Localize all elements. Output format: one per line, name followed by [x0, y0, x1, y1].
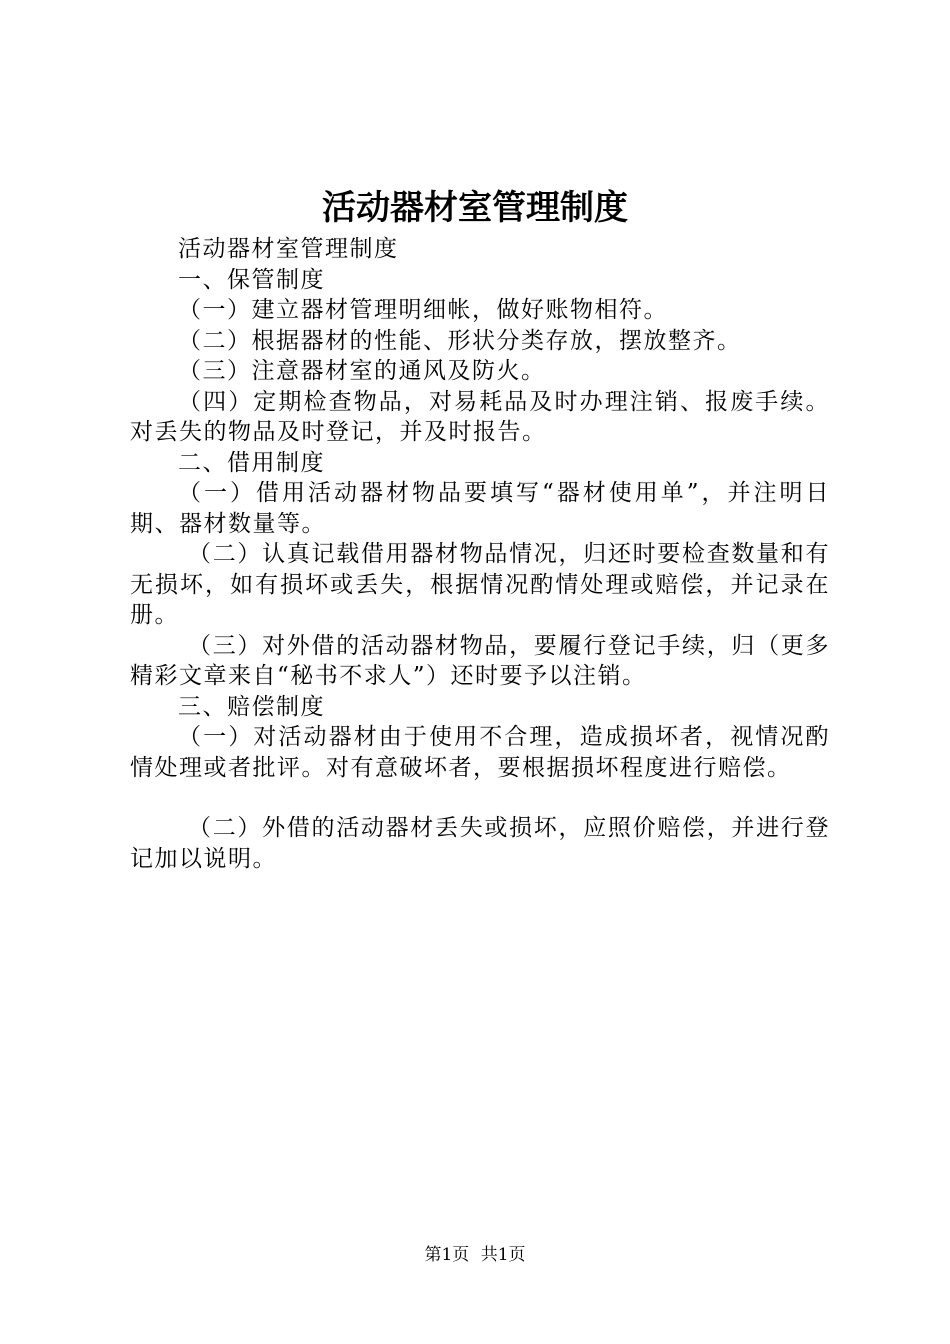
page-footer: [0, 1244, 950, 1266]
page-total: 共1页: [480, 1245, 526, 1265]
page-number: 第1页: [424, 1245, 470, 1265]
document-title: 活动器材室管理制度: [322, 188, 628, 228]
paragraph-compensation-1: （一）对活动器材由于使用不合理，造成损坏者，视情况酌情处理或者批评。对有意破坏者，要根据损坏程度进行赔偿。: [130, 724, 830, 781]
paragraph-spacer: [130, 783, 830, 813]
section-heading-custody: 一、保管制度: [178, 266, 325, 293]
paragraph-borrowing-2: （二）认真记载借用器材物品情况，归还时要检查数量和有无损坏，如有损坏或丢失，根据情况酌情处理或赔偿，并记录在册。: [130, 541, 830, 628]
paragraph-custody-2: （二）根据器材的性能、形状分类存放，摆放整齐。: [178, 327, 742, 354]
paragraph-custody-4: （四）定期检查物品，对易耗品及时办理注销、报废手续。对丢失的物品及时登记，并及时报告。: [130, 388, 830, 445]
paragraph-custody-1: （一）建立器材管理明细帐，做好账物相符。: [178, 297, 668, 323]
section-heading-compensation: 三、赔偿制度: [178, 693, 325, 720]
paragraph-custody-3: （三）注意器材室的通风及防火。: [178, 358, 546, 384]
document-body: [130, 234, 830, 874]
paragraph-compensation-2: （二）外借的活动器材丢失或损坏，应照价赔偿，并进行登记加以说明。: [130, 815, 830, 872]
paragraph-borrowing-1: （一）借用活动器材物品要填写“器材使用单”，并注明日期、器材数量等。: [130, 480, 830, 537]
section-heading-borrowing: 二、借用制度: [178, 449, 325, 476]
paragraph-borrowing-3: （三）对外借的活动器材物品，要履行登记手续，归（更多精彩文章来自“秘书不求人”）还时要予以注销。: [130, 632, 830, 689]
paragraph-subtitle: 活动器材室管理制度: [178, 236, 399, 262]
